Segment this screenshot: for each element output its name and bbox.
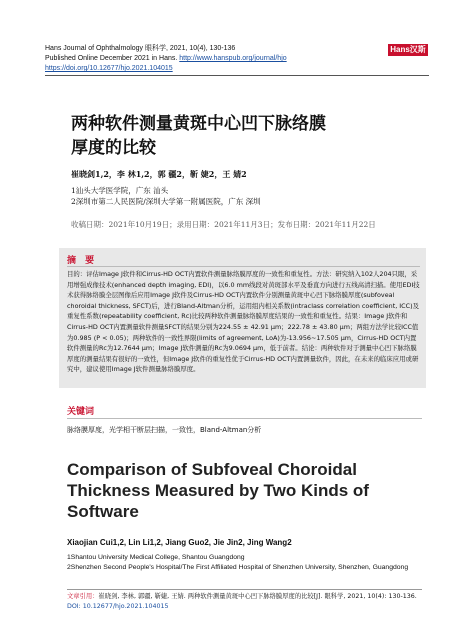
doi-link[interactable]: https://doi.org/10.12677/hjo.2021.104015 xyxy=(45,65,173,72)
citation xyxy=(67,592,425,612)
affiliation-cn-2: 2深圳市第二人民医院/深圳大学第一附属医院，广东 深圳 xyxy=(71,197,261,206)
keywords-text: 脉络膜厚度，光学相干断层扫描，一致性，Bland-Altman分析 xyxy=(67,426,262,434)
authors-en: Xiaojian Cui1,2, Lin Li1,2, Jiang Guo2, Jie Jin2, Jing Wang2 xyxy=(67,538,292,547)
published-line xyxy=(45,54,287,63)
abstract-text: 目的：评估Image J软件和Cirrus-HD OCT内置软件测量脉络膜厚度的一致性和重复性。方法：研究纳入102人204只眼，采用增强成像技术(enhanced depth imaging, EDI)，以6.0 mm线段对黄斑部水平及垂直方向进行五线高清扫描。使用EDI技术获得脉络膜全层图像后应用Image J软件及Cirrus-HD OCT内置软件分别测量黄斑中心凹下脉络膜厚度(subfoveal choroidal thickness, SFCT)后，进行Bland-Altman分析，运用组内相关系数(intraclass correlation coefficient, ICC)及重复性系数(repeatability coefficient, Rc)比较两种软件测量脉络膜厚度结果的一致性和重复性。结果：Image J软件和Cirrus-HD OCT内置测量软件测量SFCT的结果分别为224.55 ± 42.91 μm；222.78 ± 43.80 μm；两组方法学比较ICC值为0.985 (P < 0.05)；两种软件的一致性界限(limits of agreement, LoA)为-13.956~17.505 μm，Cirrus-HD OCT内置软件测量的Rc为12.7644 μm；Image J软件测量的Rc为9.0694 μm，低于前者。结论：两种软件对于测量中心凹下脉络膜厚度的测量结果有很好的一致性，但Image J软件的重复性优于Cirrus-HD OCT内置测量软件，因此，在未来的临床应用或研究中，建议使用Image J软件测量脉络膜厚度。 xyxy=(67,270,420,374)
citation-doi-link[interactable]: DOI: 10.12677/hjo.2021.104015 xyxy=(67,603,169,610)
title-cn-line2: 厚度的比较 xyxy=(71,138,156,158)
authors-cn: 崔晓剑1,2，李 林1,2，郭 疆2，靳 婕2，王 婧2 xyxy=(71,169,247,179)
header-divider xyxy=(45,75,429,76)
title-en: Comparison of Subfoveal Choroidal Thickness Measured by Two Kinds of Software xyxy=(67,460,369,521)
keywords-heading: 关键词 xyxy=(67,407,95,417)
citation-label: 文章引用： xyxy=(67,593,99,600)
published-prefix: Published Online December 2021 in Hans. xyxy=(45,55,180,62)
hans-logo: Hans汉斯 xyxy=(388,44,428,56)
affiliation-en-2: 2Shenzhen Second People's Hospital/The First Affiliated Hospital of Shenzhen University, Shenzhen, Guangdong xyxy=(67,564,409,571)
journal-link[interactable]: http://www.hanspub.org/journal/hjo xyxy=(179,55,287,62)
citation-divider xyxy=(67,589,422,590)
title-cn-line1: 两种软件测量黄斑中心凹下脉络膜 xyxy=(71,114,326,134)
citation-text: 崔晓剑, 李林, 郭疆, 靳婕, 王婧. 两种软件测量黄斑中心凹下脉络膜厚度的比较[J]. 眼科学, 2021, 10(4): 130-136. xyxy=(98,593,417,600)
abstract-heading: 摘 要 xyxy=(67,256,98,266)
doi-line xyxy=(45,64,173,73)
journal-line: Hans Journal of Ophthalmology 眼科学, 2021, 10(4), 130-136 xyxy=(45,45,236,52)
affiliation-en-1: 1Shantou University Medical College, Shantou Guangdong xyxy=(67,554,245,561)
keywords-divider xyxy=(67,418,422,419)
affiliation-cn-1: 1汕头大学医学院，广东 汕头 xyxy=(71,186,169,195)
received-dates: 收稿日期：2021年10月19日；录用日期：2021年11月3日；发布日期：2021年11月22日 xyxy=(71,220,376,229)
abstract-divider xyxy=(67,266,420,267)
